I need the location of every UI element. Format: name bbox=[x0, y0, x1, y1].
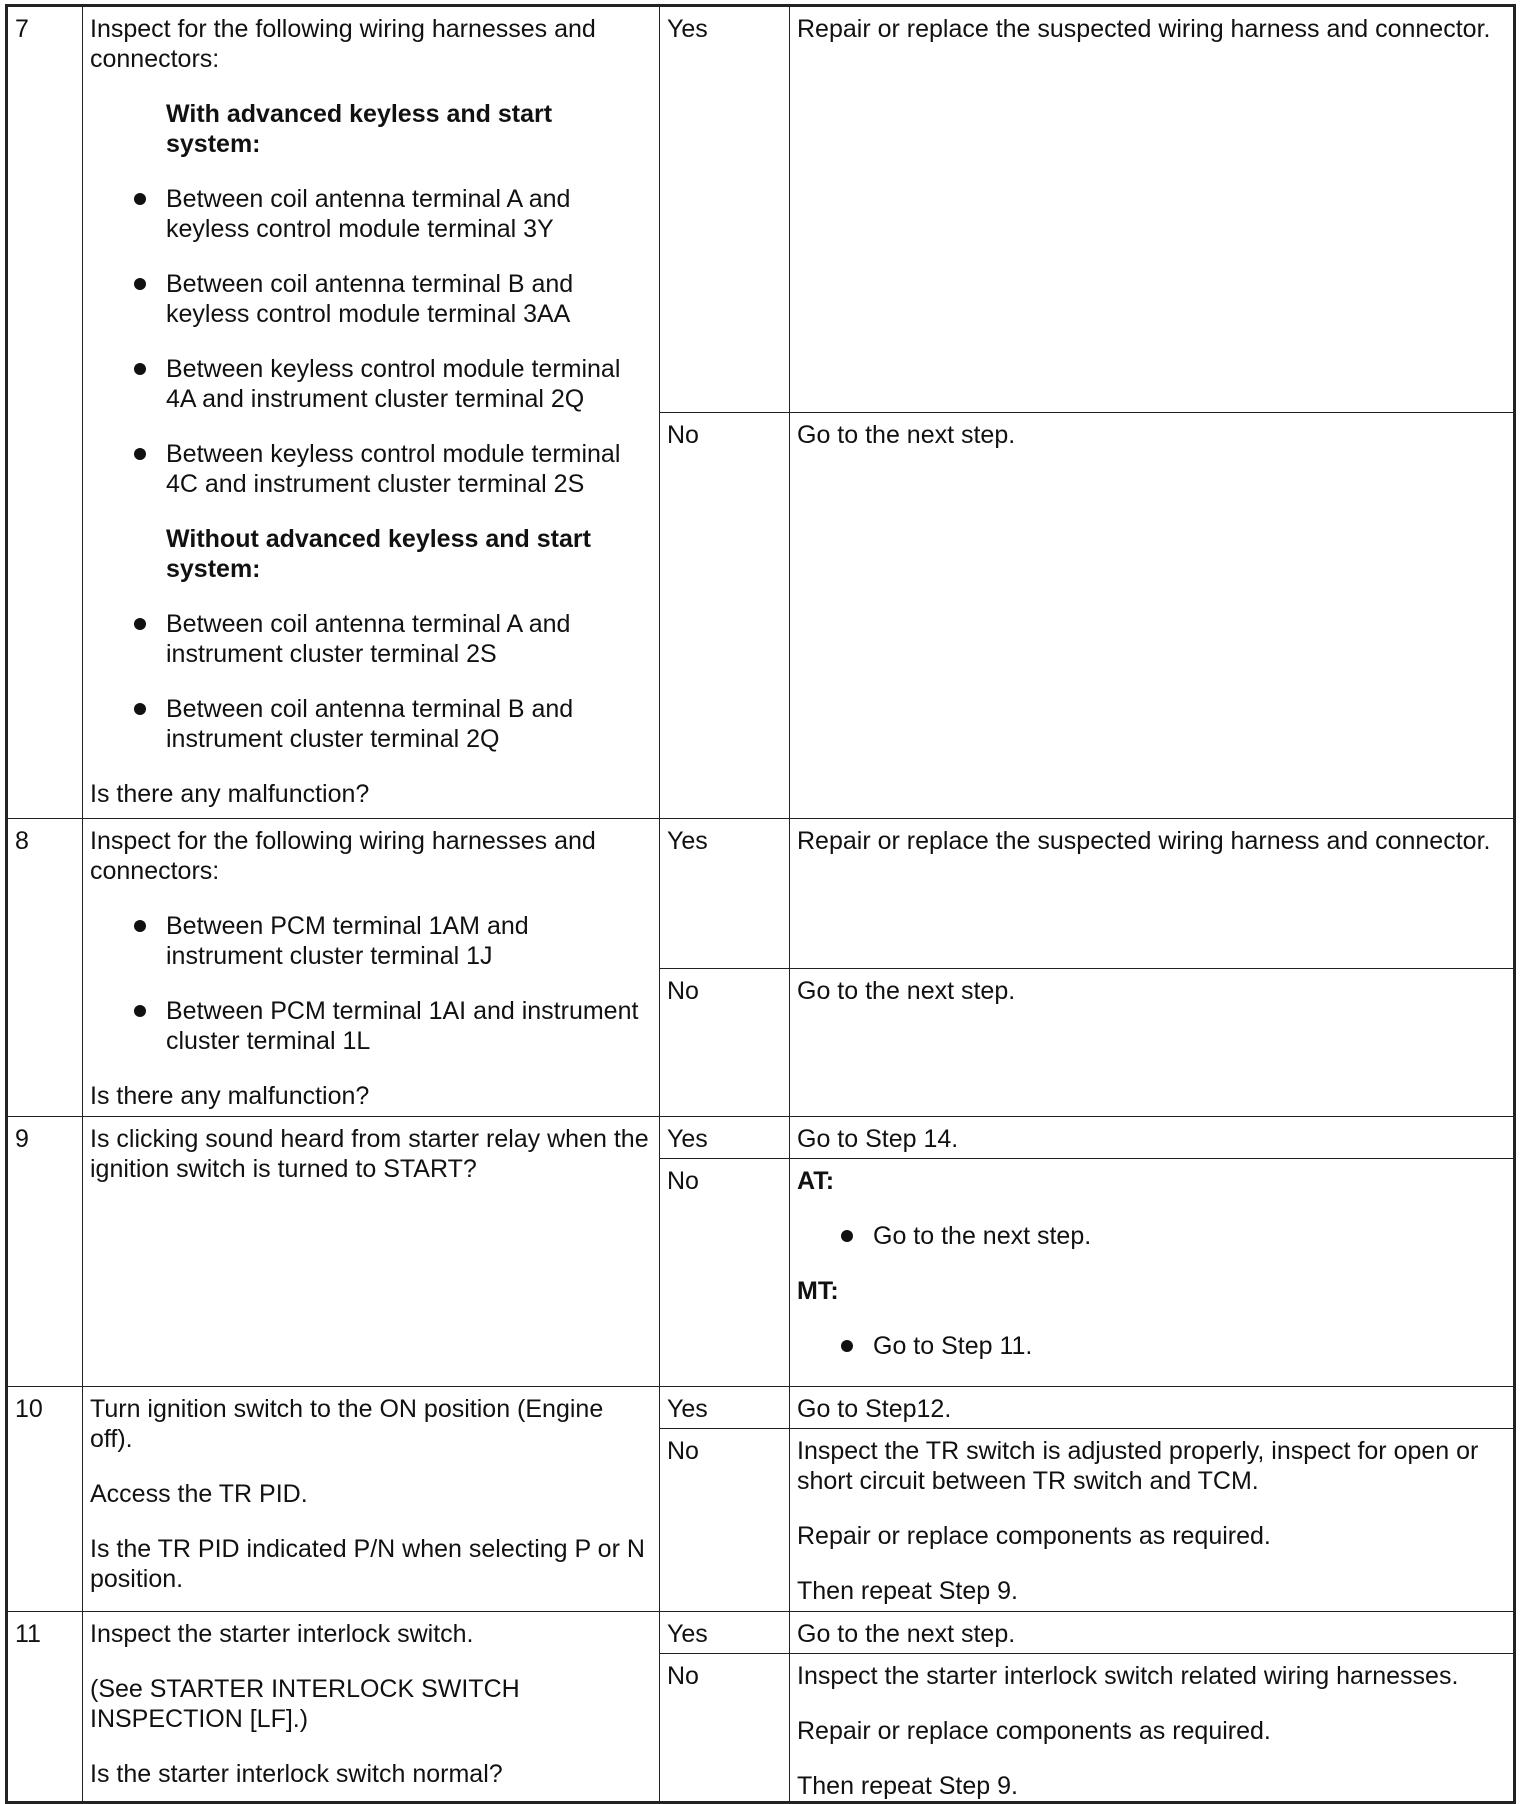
result-no: No bbox=[660, 1429, 790, 1612]
list-item: Between coil antenna terminal A and instrument cluster terminal 2S bbox=[90, 609, 652, 669]
list-item: Between coil antenna terminal B and instrument cluster terminal 2Q bbox=[90, 694, 652, 754]
table-row bbox=[7, 1612, 1515, 1654]
result-no: No bbox=[660, 969, 790, 1117]
inspection-text: Access the TR PID. bbox=[90, 1480, 308, 1508]
action-no-cell bbox=[790, 1654, 1515, 1803]
inspection-text: Turn ignition switch to the ON position (Engine off). bbox=[90, 1395, 604, 1453]
result-no: No bbox=[660, 413, 790, 819]
result-no: No bbox=[660, 1654, 790, 1803]
bullet-list bbox=[797, 1221, 1506, 1251]
action-no: Go to the next step. bbox=[790, 969, 1515, 1117]
action-text: Inspect the starter interlock switch related wiring harnesses. bbox=[797, 1662, 1459, 1690]
action-no-cell bbox=[790, 1429, 1515, 1612]
list-item: Between PCM terminal 1AI and instrument cluster terminal 1L bbox=[90, 996, 652, 1056]
inspection-cell bbox=[83, 1117, 660, 1387]
action-no-cell bbox=[790, 1159, 1515, 1387]
action-text: Inspect the TR switch is adjusted properly, inspect for open or short circuit between TR switch and TCM. bbox=[797, 1437, 1479, 1495]
inspection-intro: Inspect for the following wiring harnesses and connectors: bbox=[90, 827, 596, 885]
inspection-cell bbox=[83, 819, 660, 1117]
section-heading: With advanced keyless and start system: bbox=[166, 100, 553, 158]
inspection-cell bbox=[83, 1612, 660, 1803]
inspection-question: Is there any malfunction? bbox=[90, 780, 370, 808]
list-item: Between keyless control module terminal 4C and instrument cluster terminal 2S bbox=[90, 439, 652, 499]
list-item: Between keyless control module terminal 4A and instrument cluster terminal 2Q bbox=[90, 354, 652, 414]
action-yes: Repair or replace the suspected wiring harness and connector. bbox=[790, 819, 1515, 969]
step-number: 8 bbox=[7, 819, 83, 1117]
table-row bbox=[7, 6, 1515, 413]
bullet-list bbox=[797, 1331, 1506, 1361]
list-item: Go to the next step. bbox=[797, 1221, 1506, 1251]
inspection-text: Inspect the starter interlock switch. bbox=[90, 1620, 474, 1648]
inspection-question: Is there any malfunction? bbox=[90, 1082, 370, 1110]
inspection-question: Is the starter interlock switch normal? bbox=[90, 1760, 503, 1788]
table-row bbox=[7, 1387, 1515, 1429]
diagnostic-table bbox=[5, 4, 1516, 1804]
result-yes: Yes bbox=[660, 6, 790, 413]
action-text: Then repeat Step 9. bbox=[797, 1772, 1018, 1800]
step-number: 9 bbox=[7, 1117, 83, 1387]
action-no: Go to the next step. bbox=[790, 413, 1515, 819]
step-number: 11 bbox=[7, 1612, 83, 1803]
step-number: 10 bbox=[7, 1387, 83, 1612]
at-label: AT: bbox=[797, 1167, 835, 1195]
action-text: Repair or replace components as required. bbox=[797, 1717, 1271, 1745]
inspection-text: (See STARTER INTERLOCK SWITCH INSPECTION [LF].) bbox=[90, 1675, 520, 1733]
section-heading: Without advanced keyless and start system: bbox=[166, 525, 591, 583]
action-yes: Go to the next step. bbox=[790, 1612, 1515, 1654]
table-row bbox=[7, 819, 1515, 969]
list-item: Go to Step 11. bbox=[797, 1331, 1506, 1361]
inspection-cell bbox=[83, 1387, 660, 1612]
action-yes: Repair or replace the suspected wiring harness and connector. bbox=[790, 6, 1515, 413]
bullet-list bbox=[90, 911, 652, 1056]
inspection-question: Is clicking sound heard from starter relay when the ignition switch is turned to START? bbox=[90, 1125, 649, 1183]
bullet-list bbox=[90, 609, 652, 754]
inspection-question: Is the TR PID indicated P/N when selecting P or N position. bbox=[90, 1535, 645, 1593]
list-item: Between coil antenna terminal A and keyless control module terminal 3Y bbox=[90, 184, 652, 244]
mt-label: MT: bbox=[797, 1277, 839, 1305]
list-item: Between coil antenna terminal B and keyless control module terminal 3AA bbox=[90, 269, 652, 329]
bullet-list bbox=[90, 184, 652, 499]
list-item: Between PCM terminal 1AM and instrument cluster terminal 1J bbox=[90, 911, 652, 971]
result-yes: Yes bbox=[660, 819, 790, 969]
action-yes: Go to Step 14. bbox=[790, 1117, 1515, 1159]
inspection-cell bbox=[83, 6, 660, 819]
result-yes: Yes bbox=[660, 1387, 790, 1429]
action-text: Then repeat Step 9. bbox=[797, 1577, 1018, 1605]
action-yes: Go to Step12. bbox=[790, 1387, 1515, 1429]
table-row bbox=[7, 1117, 1515, 1159]
result-yes: Yes bbox=[660, 1117, 790, 1159]
action-text: Repair or replace components as required. bbox=[797, 1522, 1271, 1550]
result-no: No bbox=[660, 1159, 790, 1387]
inspection-intro: Inspect for the following wiring harnesses and connectors: bbox=[90, 15, 596, 73]
result-yes: Yes bbox=[660, 1612, 790, 1654]
step-number: 7 bbox=[7, 6, 83, 819]
